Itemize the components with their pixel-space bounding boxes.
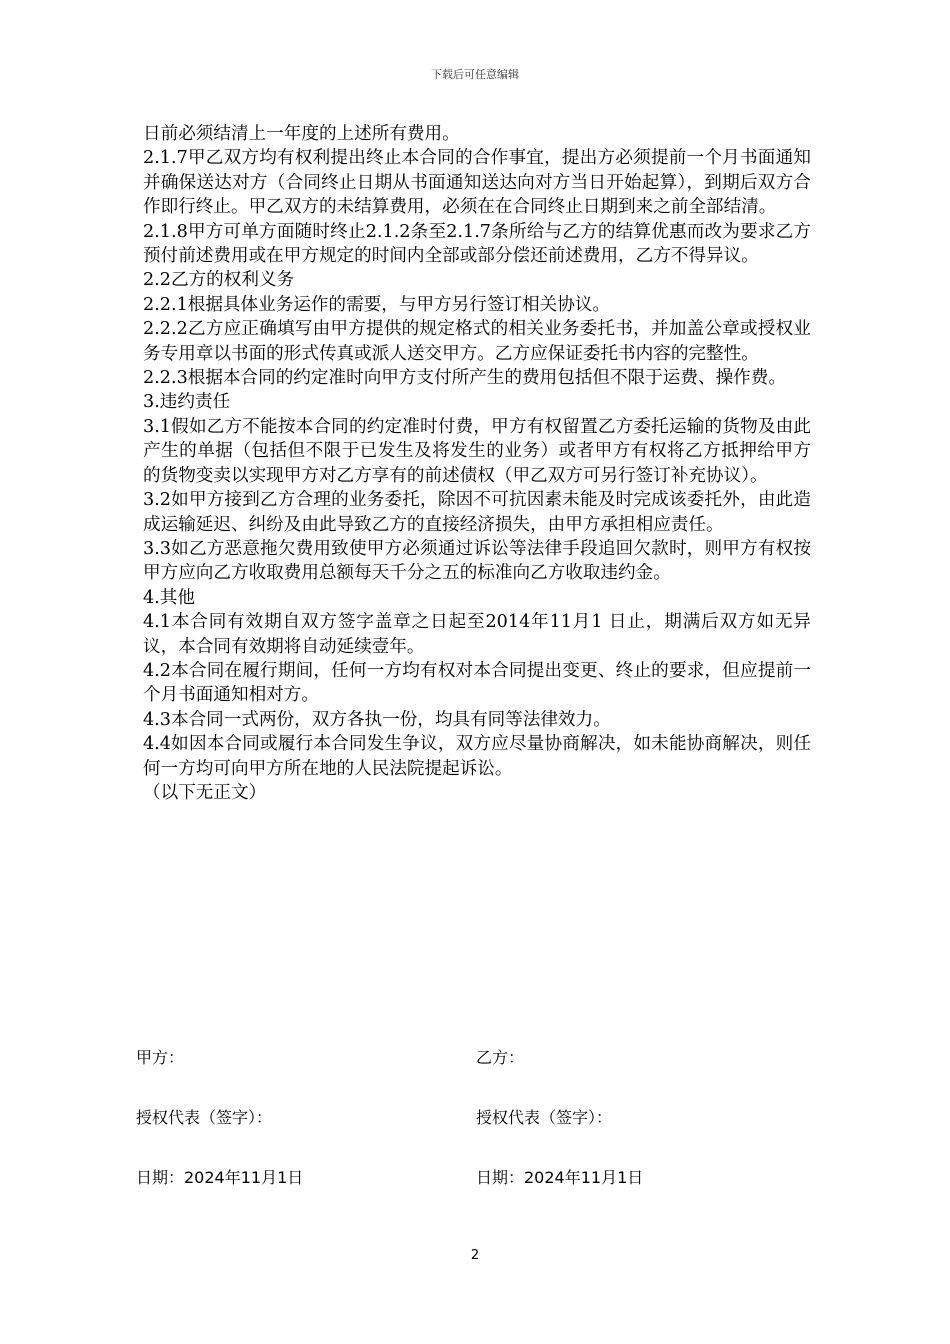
paragraph: 3.1假如乙方不能按本合同的约定准时付费，甲方有权留置乙方委托运输的货物及由此产生的单据（包括但不限于已发生及将发生的业务）或者甲方有权将乙方抵押给甲方的货物变卖以实现甲方对乙方享有的前述债权（甲乙双方可另行签订补充协议）。 — [143, 416, 811, 486]
end-of-text-note: （以下无正文） — [143, 782, 267, 803]
paragraph: 4.1本合同有效期自双方签字盖章之日起至2014年11月1 日止，期满后双方如无异议，本合同有效期将自动延续壹年。 — [143, 612, 811, 657]
section-heading: 3.违约责任 — [143, 392, 231, 413]
party-a-label: 甲方： — [136, 1048, 185, 1067]
party-a-representative-label: 授权代表（签字）： — [136, 1108, 273, 1127]
paragraph: 4.2本合同在履行期间，任何一方均有权对本合同提出变更、终止的要求，但应提前一个月书面通知相对方。 — [143, 660, 811, 706]
paragraph: 3.2如甲方接到乙方合理的业务委托，除因不可抗因素未能及时完成该委托外，由此造成运输延迟、纠纷及由此导致乙方的直接经济损失，由甲方承担相应责任。 — [143, 490, 811, 535]
party-a-date: 日期：2024年11月1日 — [136, 1168, 304, 1187]
paragraph: 4.4如因本合同或履行本合同发生争议，双方应尽量协商解决，如未能协商解决，则任何一方均可向甲方所在地的人民法院提起诉讼。 — [143, 734, 811, 779]
party-b-representative-label: 授权代表（签字）： — [476, 1108, 613, 1127]
section-heading: 4.其他 — [143, 587, 195, 608]
party-b-label: 乙方： — [476, 1048, 525, 1067]
paragraph: 2.1.7甲乙双方均有权利提出终止本合同的合作事宜，提出方必须提前一个月书面通知并确保送达对方（合同终止日期从书面通知送达向对方当日开始起算），到期后双方合作即行终止。甲乙双方的未结算费用，必须在在合同终止日期到来之前全部结清。 — [143, 148, 811, 218]
party-b-date: 日期：2024年11月1日 — [476, 1168, 644, 1187]
contract-body — [143, 122, 811, 805]
paragraph: 2.1.8甲方可单方面随时终止2.1.2条至2.1.7条所给与乙方的结算优惠而改为要求乙方预付前述费用或在甲方规定的时间内全部或部分偿还前述费用，乙方不得异议。 — [143, 221, 811, 267]
paragraph: 3.3如乙方恶意拖欠费用致使甲方必须通过诉讼等法律手段追回欠款时，则甲方有权按甲方应向乙方收取费用总额每天千分之五的标准向乙方收取违约金。 — [143, 538, 811, 584]
page-number: 2 — [470, 1248, 480, 1263]
paragraph: 日前必须结清上一年度的上述所有费用。 — [143, 124, 460, 144]
page-header: 下载后可任意编辑 — [431, 68, 519, 81]
paragraph: 2.2.2乙方应正确填写由甲方提供的规定格式的相关业务委托书，并加盖公章或授权业务专用章以书面的形式传真或派人送交甲方。乙方应保证委托书内容的完整性。 — [143, 319, 811, 364]
paragraph: 4.3本合同一式两份，双方各执一份，均具有同等法律效力。 — [143, 709, 611, 730]
paragraph: 2.2.1根据具体业务运作的需要，与甲方另行签订相关协议。 — [143, 294, 611, 315]
section-heading: 2.2乙方的权利义务 — [143, 270, 295, 291]
paragraph: 2.2.3根据本合同的约定准时向甲方支付所产生的费用包括但不限于运费、操作费。 — [143, 368, 786, 389]
